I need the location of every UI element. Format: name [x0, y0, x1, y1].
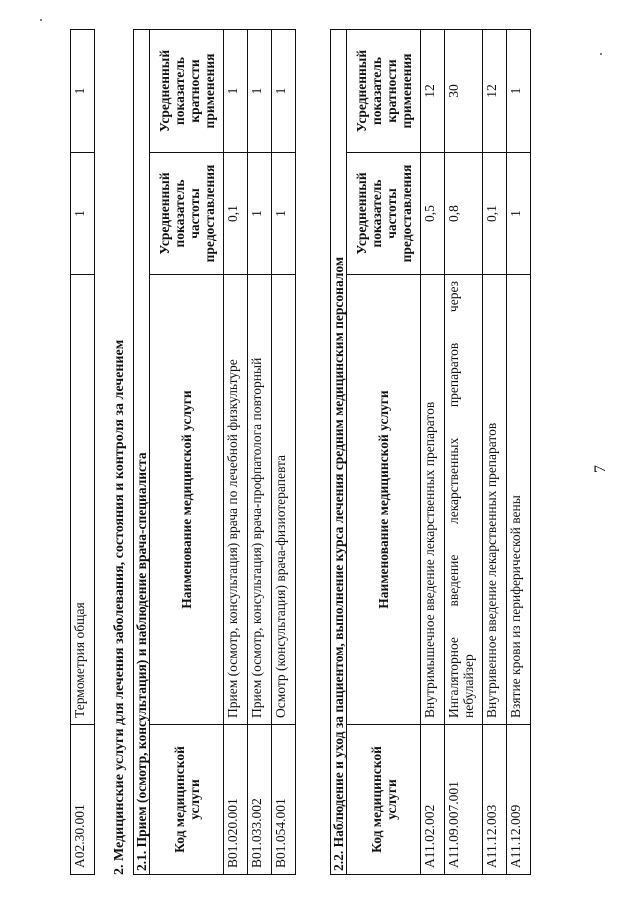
scan-speck: [600, 53, 602, 55]
table-subtitle-row: [331, 29, 347, 874]
cell-name: Прием (осмотр, консультация) врача по лечебной физкультуре: [224, 275, 248, 725]
cell-freq: 1: [71, 153, 95, 275]
cell-code: A11.02.002: [421, 725, 445, 875]
table-row: [507, 29, 531, 874]
cell-code: A11.12.009: [507, 725, 531, 875]
cell-name: Взятие крови из периферической вены: [507, 275, 531, 725]
scan-speck: [40, 19, 42, 21]
name-word: введение: [446, 554, 461, 607]
cell-mult: 12: [483, 29, 507, 152]
header-code: Код медицинской услуги: [150, 725, 224, 875]
cell-mult: 12: [421, 29, 445, 152]
cell-code: B01.054.001: [272, 725, 296, 875]
cell-freq: 0,5: [421, 153, 445, 275]
cell-mult: 30: [445, 29, 483, 152]
cell-name: Внутримышечное введение лекарственных препаратов: [421, 275, 445, 725]
cell-code: A11.09.007.001: [445, 725, 483, 875]
table-row: [445, 29, 483, 874]
name-word: лекарственных: [446, 437, 461, 525]
cell-freq: 1: [507, 153, 531, 275]
cell-name: Внутривенное введение лекарственных препаратов: [483, 275, 507, 725]
header-name: Наименование медицинской услуги: [347, 275, 421, 725]
table-subtitle-row: [134, 29, 150, 874]
table-row: [71, 30, 95, 875]
cell-mult: 1: [248, 29, 272, 152]
section-2-title: 2. Медицинские услуги для лечения заболевания, состояния и контроля за лечением: [112, 339, 127, 875]
cell-mult: 1: [224, 29, 248, 152]
table-thermometry: [70, 29, 95, 875]
cell-code: A11.12.003: [483, 725, 507, 875]
header-frequency: Усредненный показатель частоты предоставления: [150, 153, 224, 275]
table-header-row: [150, 29, 224, 874]
cell-name: [445, 275, 483, 725]
table-row: [224, 29, 248, 874]
cell-code: B01.020.001: [224, 725, 248, 875]
table-row: [272, 29, 296, 874]
cell-name: Осмотр (консультация) врача-физиотерапевта: [272, 275, 296, 725]
name-word: через: [446, 281, 461, 313]
subsection-2-2-title: 2.2. Наблюдение и уход за пациентом, выполнение курса лечения средним медицинским персоналом: [331, 29, 347, 874]
table-row: [248, 29, 272, 874]
table-row: [483, 29, 507, 874]
cell-freq: 0,8: [445, 153, 483, 275]
name-line-2: небулайзер: [461, 654, 476, 718]
cell-name: Прием (осмотр, консультация) врача-профпатолога повторный: [248, 275, 272, 725]
table-header-row: [347, 29, 421, 874]
cell-mult: 1: [71, 30, 95, 153]
table-specialist-visits: [133, 29, 296, 875]
cell-freq: 0,1: [483, 153, 507, 275]
cell-freq: 1: [248, 153, 272, 275]
table-nursing-care: [330, 29, 531, 875]
cell-code: A02.30.001: [71, 725, 95, 875]
cell-mult: 1: [507, 29, 531, 152]
cell-freq: 0,1: [224, 153, 248, 275]
header-name: Наименование медицинской услуги: [150, 275, 224, 725]
header-code: Код медицинской услуги: [347, 725, 421, 875]
header-multiplicity: Усредненный показатель кратности применения: [347, 29, 421, 152]
cell-mult: 1: [272, 29, 296, 152]
name-word: препаратов: [446, 342, 461, 408]
header-frequency: Усредненный показатель частоты предоставления: [347, 153, 421, 275]
header-multiplicity: Усредненный показатель кратности применения: [150, 29, 224, 152]
name-line-1: [446, 281, 461, 718]
page-number: 7: [592, 465, 609, 473]
table-row: [421, 29, 445, 874]
cell-freq: 1: [272, 153, 296, 275]
cell-name: Термометрия общая: [71, 275, 95, 725]
name-word: Ингаляторное: [446, 637, 461, 718]
cell-code: B01.033.002: [248, 725, 272, 875]
subsection-2-1-title: 2.1. Прием (осмотр, консультация) и наблюдение врача-специалиста: [134, 29, 150, 874]
